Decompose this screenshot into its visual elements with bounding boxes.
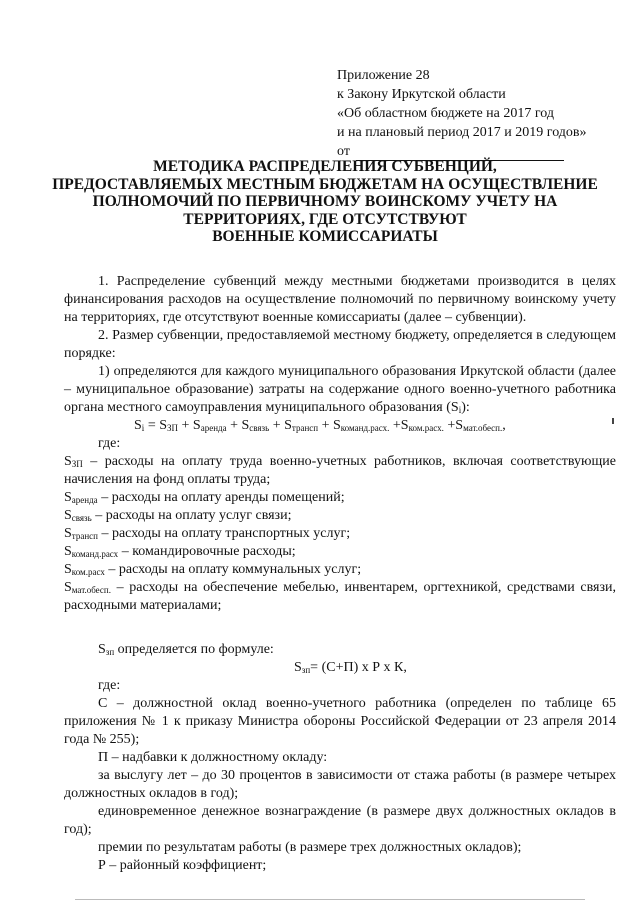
appendix-line: «Об областном бюджете на 2017 год: [337, 106, 554, 121]
document-body: [64, 273, 616, 875]
title-line: ТЕРРИТОРИЯХ, ГДЕ ОТСУТСТВУЮТ: [183, 210, 467, 228]
paragraph-3: 1) определяются для каждого муниципального образования Иркутской области (далее – муниципальное образование) затраты на содержание одного военно-учетного работника органа местного самоуправления муниципального образования $(S_i)$:: [64, 364, 616, 415]
formula-si: $S_i = S_{ЗП} + S_{аренда} + S_{связь} + S_{трансп} + S_{команд.расх.} +S_{ком.расх.} +S_{мат.обесп.}$,: [134, 418, 506, 433]
where-label: где:: [98, 436, 121, 451]
bonus-onetime: единовременное денежное вознаграждение (в размере двух должностных окладов в год);: [64, 804, 616, 837]
date-label: от: [337, 144, 350, 159]
definition-arenda: $S_{аренда}$ – расходы на оплату аренды помещений;: [64, 490, 345, 505]
document-title: [40, 158, 610, 246]
where-label-2: где:: [98, 678, 121, 693]
appendix-line: и на плановый период 2017 и 2019 годов»: [337, 125, 587, 140]
paragraph-2: 2. Размер субвенции, предоставляемой местному бюджету, определяется в следующем порядке:: [64, 328, 616, 361]
appendix-header: [337, 66, 627, 161]
appendix-line: Приложение 28: [337, 68, 430, 83]
definition-c: С – должностной оклад военно-учетного работника (определен по таблице 65 приложения № 1 к приказу Министра обороны Российской Федерации от 23 апреля 2014 года № 255);: [64, 696, 616, 747]
szp-intro: $S_{зп}$ определяется по формуле:: [98, 642, 274, 657]
scan-mark: [612, 418, 614, 424]
definition-zp: $S_{ЗП}$ – расходы на оплату труда военно-учетных работников, включая соответствующие начисления на фонд оплаты труда;: [64, 454, 616, 487]
title-line: МЕТОДИКА РАСПРЕДЕЛЕНИЯ СУБВЕНЦИЙ,: [153, 158, 497, 175]
page-bottom-divider: [75, 899, 585, 900]
bonus-seniority: за выслугу лет – до 30 процентов в зависимости от стажа работы (в размере четырех должностных окладов в год);: [64, 768, 616, 801]
definition-svyaz: $S_{связь}$ – расходы на оплату услуг связи;: [64, 508, 292, 523]
appendix-line: к Закону Иркутской области: [337, 87, 506, 102]
formula-szp: $S_{зп}= (С+П)$ х Р х К,: [294, 660, 407, 675]
definition-p: П – надбавки к должностному окладу:: [98, 750, 328, 765]
bonus-premium: премии по результатам работы (в размере трех должностных окладов);: [98, 840, 522, 855]
definition-transp: $S_{трансп}$ – расходы на оплату транспортных услуг;: [64, 526, 351, 541]
definition-komras: $S_{ком.расх}$ – расходы на оплату коммунальных услуг;: [64, 562, 362, 577]
definition-r: Р – районный коэффициент;: [98, 858, 267, 873]
paragraph-1: 1. Распределение субвенций между местными бюджетами производится в целях финансирования расходов на осуществление полномочий по первичному воинскому учету на территориях, где отсутствуют военные комиссариаты (далее – субвенции).: [64, 274, 616, 325]
definition-komand: $S_{команд.расх}$ – командировочные расходы;: [64, 544, 296, 559]
definition-mat: $S_{мат.обесп.}$ – расходы на обеспечение мебелью, инвентарем, оргтехникой, средствами связи, расходными материалами;: [64, 580, 616, 613]
title-line: ПРЕДОСТАВЛЯЕМЫХ МЕСТНЫМ БЮДЖЕТАМ НА ОСУЩЕСТВЛЕНИЕ: [52, 175, 598, 193]
title-line: ВОЕННЫЕ КОМИССАРИАТЫ: [212, 228, 438, 245]
title-line: ПОЛНОМОЧИЙ ПО ПЕРВИЧНОМУ ВОИНСКОМУ УЧЕТУ НА: [92, 193, 558, 210]
